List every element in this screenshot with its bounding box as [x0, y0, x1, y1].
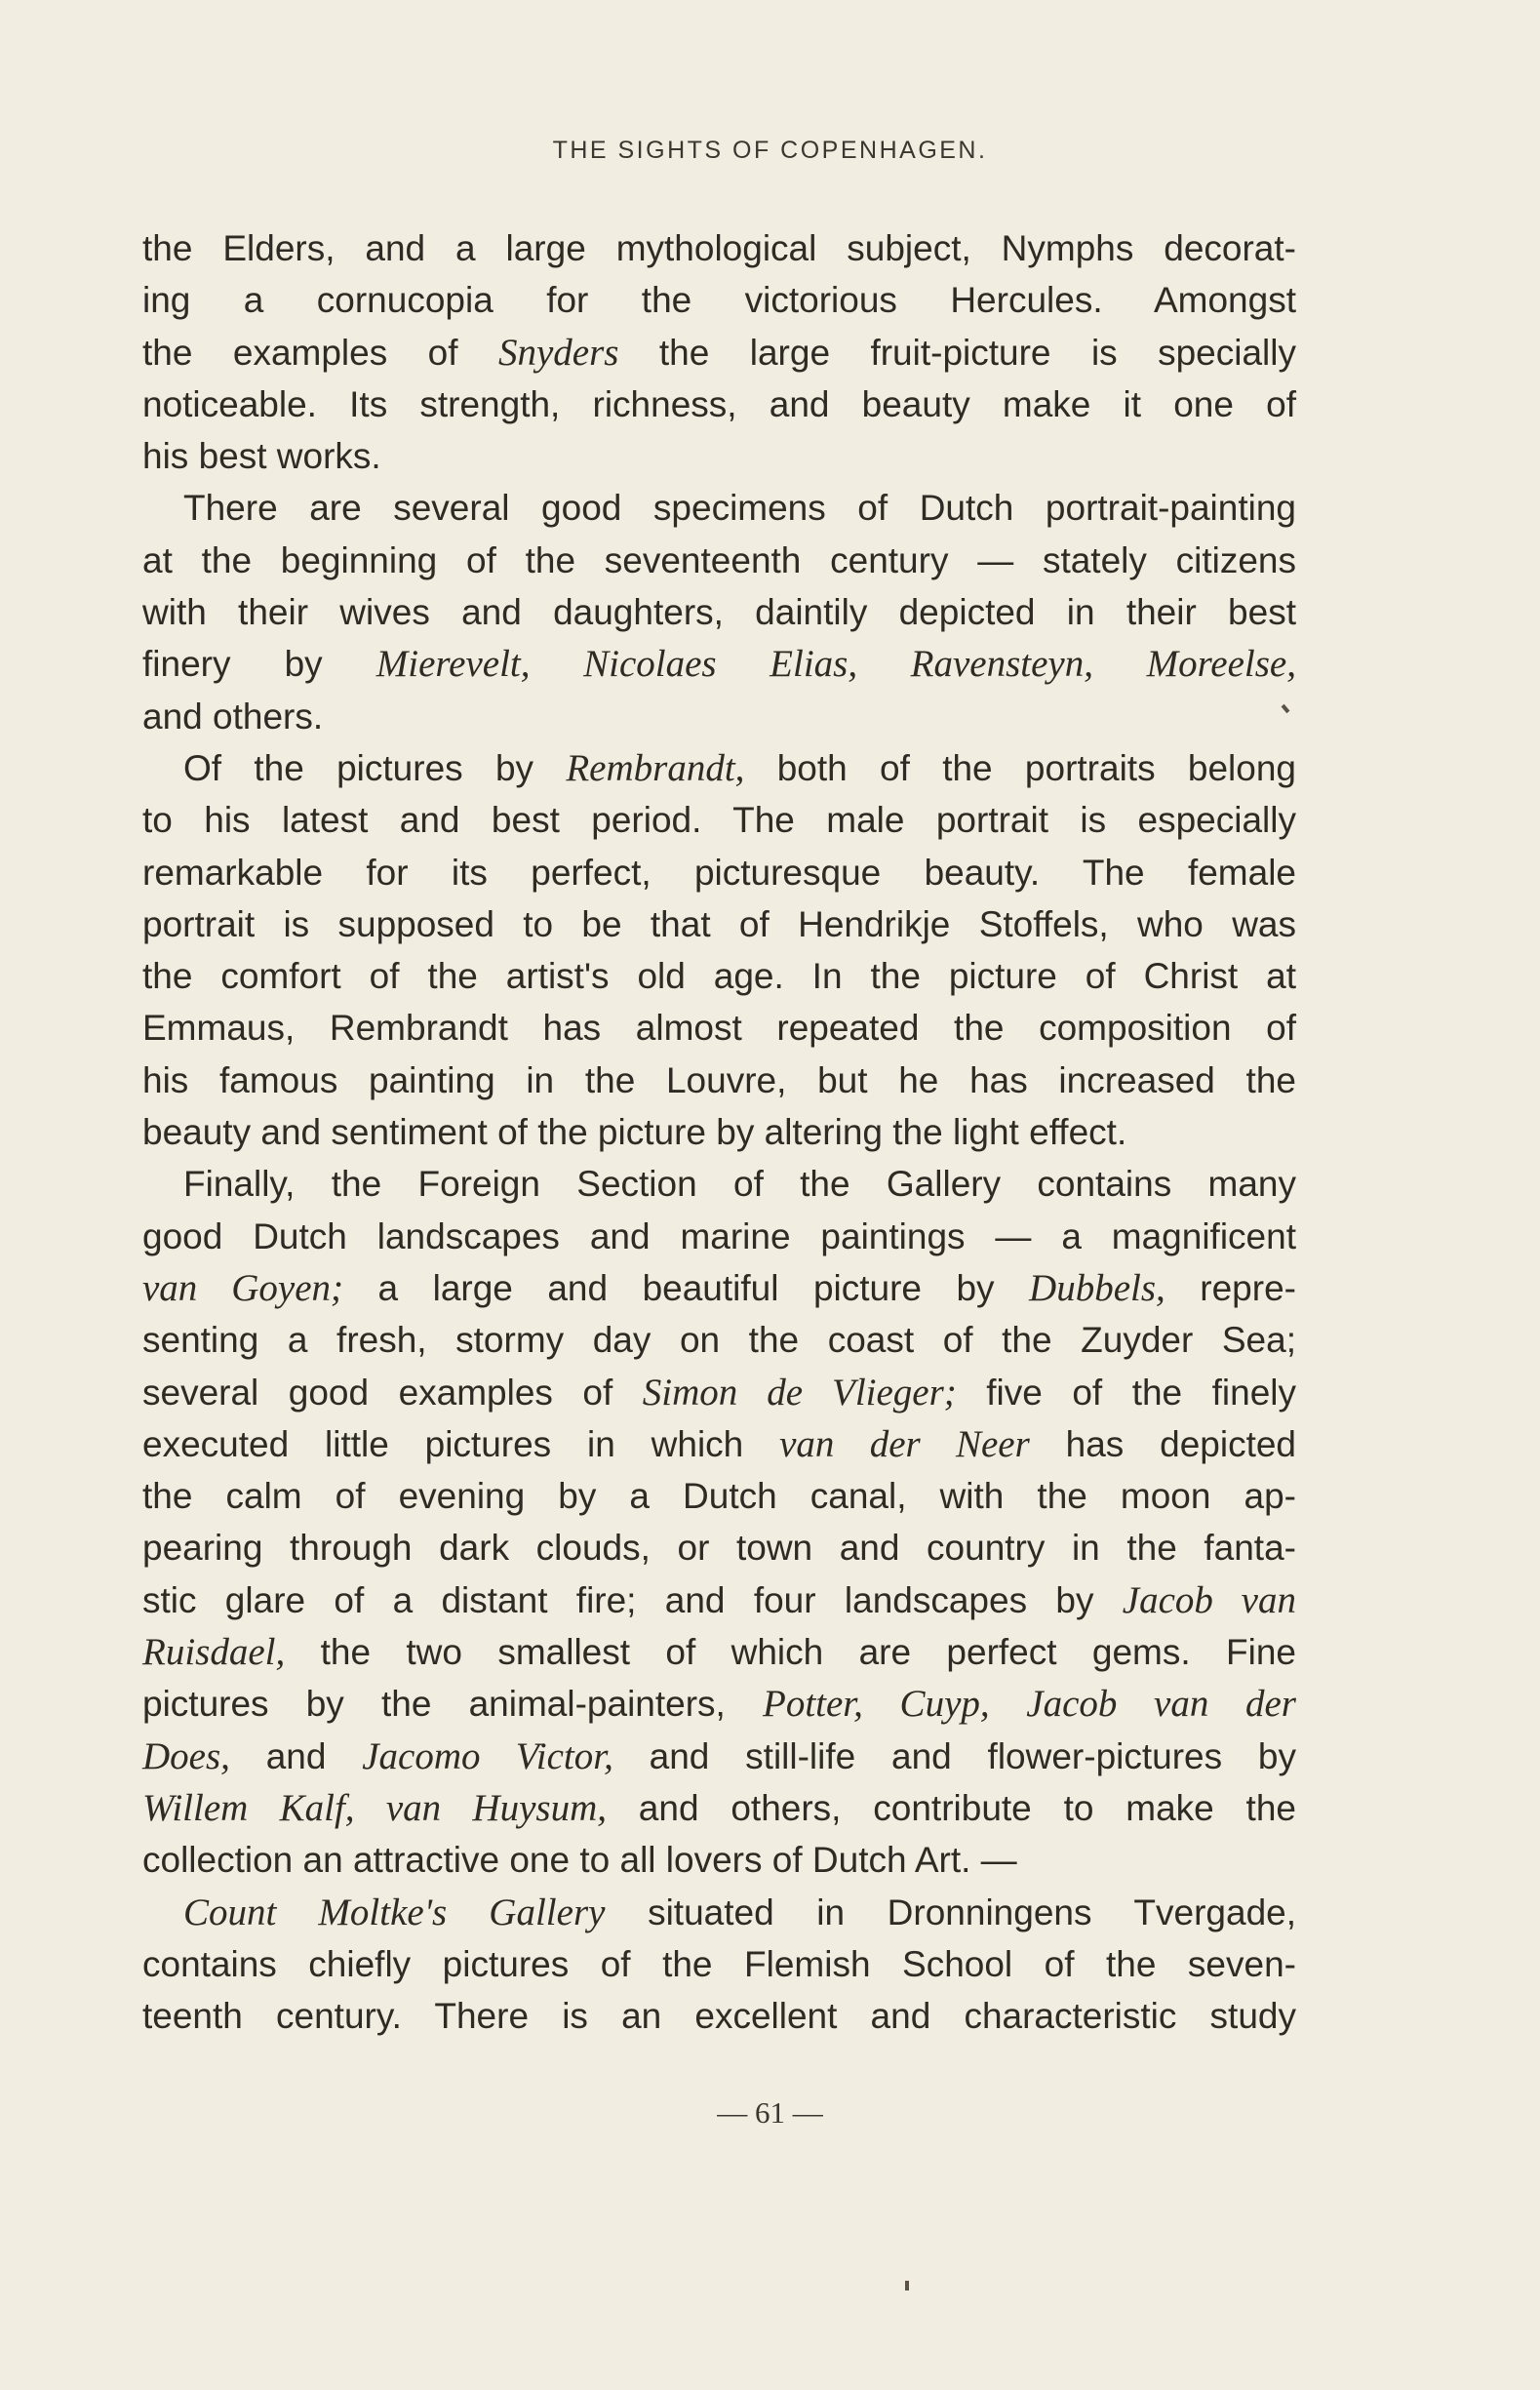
text-line	[142, 1106, 1296, 1158]
text-run: collection an attractive one to all lovers of Dutch Art. —	[142, 1840, 1017, 1881]
text-run: and still-life and flower-pictures by	[612, 1735, 1296, 1776]
text-run: the two smallest of which are perfect gems. Fine	[285, 1632, 1296, 1673]
text-line	[142, 1574, 1296, 1626]
italic-name: Potter, Cuyp, Jacob van der	[763, 1683, 1296, 1726]
text-line	[142, 1678, 1296, 1730]
print-speck	[905, 2281, 909, 2290]
text-line	[142, 898, 1296, 950]
text-line	[142, 1367, 1296, 1418]
text-line	[142, 586, 1296, 638]
text-run: situated in Dronningens Tvergade,	[605, 1892, 1297, 1932]
text-run: the Elders, and a large mythological subject, Nymphs decorat-	[142, 228, 1296, 268]
text-run: There are several good specimens of Dutch portrait-painting	[183, 488, 1296, 529]
text-line	[142, 691, 1296, 742]
text-line	[142, 222, 1296, 274]
text-run: repre-	[1165, 1267, 1296, 1308]
italic-name: Rembrandt,	[566, 746, 745, 789]
italic-name: Mierevelt, Nicolaes Elias, Ravensteyn, Moreelse,	[375, 643, 1296, 686]
text-line	[142, 1470, 1296, 1522]
italic-name: Ruisdael,	[142, 1631, 286, 1674]
text-line	[142, 535, 1296, 586]
text-line	[142, 378, 1296, 430]
text-line	[142, 327, 1296, 378]
text-run: the comfort of the artist's old age. In the picture of Christ at	[142, 956, 1296, 997]
text-line	[142, 1055, 1296, 1106]
body-text	[142, 222, 1296, 2042]
paragraph	[142, 742, 1296, 1158]
text-line	[142, 1990, 1296, 2042]
text-run: his best works.	[142, 436, 381, 477]
text-run: contains chiefly pictures of the Flemish School of the seven-	[142, 1943, 1296, 1984]
italic-name: Does,	[142, 1734, 230, 1777]
italic-name: van der Neer	[779, 1422, 1030, 1465]
text-line	[142, 482, 1296, 534]
text-line	[142, 1262, 1296, 1314]
text-run: pearing through dark clouds, or town and country in the fanta-	[142, 1528, 1296, 1569]
text-run: executed little pictures in which	[142, 1423, 780, 1464]
text-line	[142, 1731, 1296, 1782]
italic-name: Willem Kalf, van Huysum,	[142, 1786, 607, 1829]
text-run: Finally, the Foreign Section of the Gallery contains many	[183, 1164, 1296, 1205]
text-run: teenth century. There is an excellent and characteristic study	[142, 1996, 1296, 2037]
text-run: his famous painting in the Louvre, but he has increased the	[142, 1059, 1296, 1100]
page-number: — 61 —	[717, 2095, 823, 2130]
paragraph	[142, 482, 1296, 741]
text-run: to his latest and best period. The male portrait is especially	[142, 800, 1296, 841]
text-line	[142, 1314, 1296, 1366]
text-run: and others.	[142, 696, 324, 737]
text-run: both of the portraits belong	[744, 747, 1296, 788]
text-line	[142, 950, 1296, 1002]
italic-name: Jacob van	[1122, 1578, 1296, 1621]
text-run: finery by	[142, 644, 376, 685]
italic-name: Count Moltke's Gallery	[183, 1891, 606, 1933]
text-line	[142, 1626, 1296, 1678]
text-run: portrait is supposed to be that of Hendrikje Stoffels, who was	[142, 903, 1296, 944]
text-line	[142, 1158, 1296, 1210]
text-line	[142, 742, 1296, 794]
text-run: the calm of evening by a Dutch canal, with the moon ap-	[142, 1476, 1296, 1517]
text-run: has depicted	[1029, 1423, 1297, 1464]
text-run: at the beginning of the seventeenth century — stately citizens	[142, 539, 1296, 580]
text-run: the examples of	[142, 332, 498, 373]
text-run: senting a fresh, stormy day on the coast of the Zuyder Sea;	[142, 1320, 1296, 1361]
text-line	[142, 1522, 1296, 1573]
text-run: the large fruit-picture is specially	[618, 332, 1296, 373]
text-run: several good examples of	[142, 1372, 643, 1413]
italic-name: Jacomo Victor,	[362, 1734, 613, 1777]
paragraph	[142, 1158, 1296, 1886]
text-line	[142, 1887, 1296, 1938]
text-line	[142, 1938, 1296, 1990]
text-line	[142, 638, 1296, 690]
italic-name: van Goyen;	[142, 1266, 344, 1309]
text-run: five of the finely	[956, 1372, 1296, 1413]
text-run: with their wives and daughters, daintily depicted in their best	[142, 592, 1296, 633]
text-run: remarkable for its perfect, picturesque beauty. The female	[142, 852, 1296, 893]
italic-name: Dubbels,	[1029, 1266, 1165, 1309]
text-run: noticeable. Its strength, richness, and beauty make it one of	[142, 383, 1296, 424]
text-line	[142, 847, 1296, 898]
text-line	[142, 794, 1296, 846]
text-run: pictures by the animal-painters,	[142, 1684, 763, 1725]
text-run: Emmaus, Rembrandt has almost repeated the composition of	[142, 1008, 1296, 1049]
running-header: THE SIGHTS OF COPENHAGEN.	[552, 137, 988, 164]
italic-name: Simon de Vlieger;	[642, 1371, 957, 1414]
text-run: a large and beautiful picture by	[343, 1267, 1030, 1308]
text-run: stic glare of a distant fire; and four landscapes by	[142, 1579, 1123, 1620]
text-line	[142, 1782, 1296, 1834]
text-line	[142, 1211, 1296, 1262]
text-run: ing a cornucopia for the victorious Hercules. Amongst	[142, 280, 1296, 321]
paragraph	[142, 1887, 1296, 2043]
text-run: and	[229, 1735, 363, 1776]
paragraph	[142, 222, 1296, 482]
text-line	[142, 1002, 1296, 1054]
text-run: good Dutch landscapes and marine paintings — a magnificent	[142, 1215, 1296, 1256]
text-line	[142, 430, 1296, 482]
text-run: Of the pictures by	[183, 747, 567, 788]
italic-name: Snyders	[497, 331, 619, 374]
text-run: and others, contribute to make the	[606, 1787, 1296, 1828]
text-run: beauty and sentiment of the picture by altering the light effect.	[142, 1112, 1127, 1153]
text-line	[142, 274, 1296, 326]
text-line	[142, 1834, 1296, 1886]
text-line	[142, 1418, 1296, 1470]
